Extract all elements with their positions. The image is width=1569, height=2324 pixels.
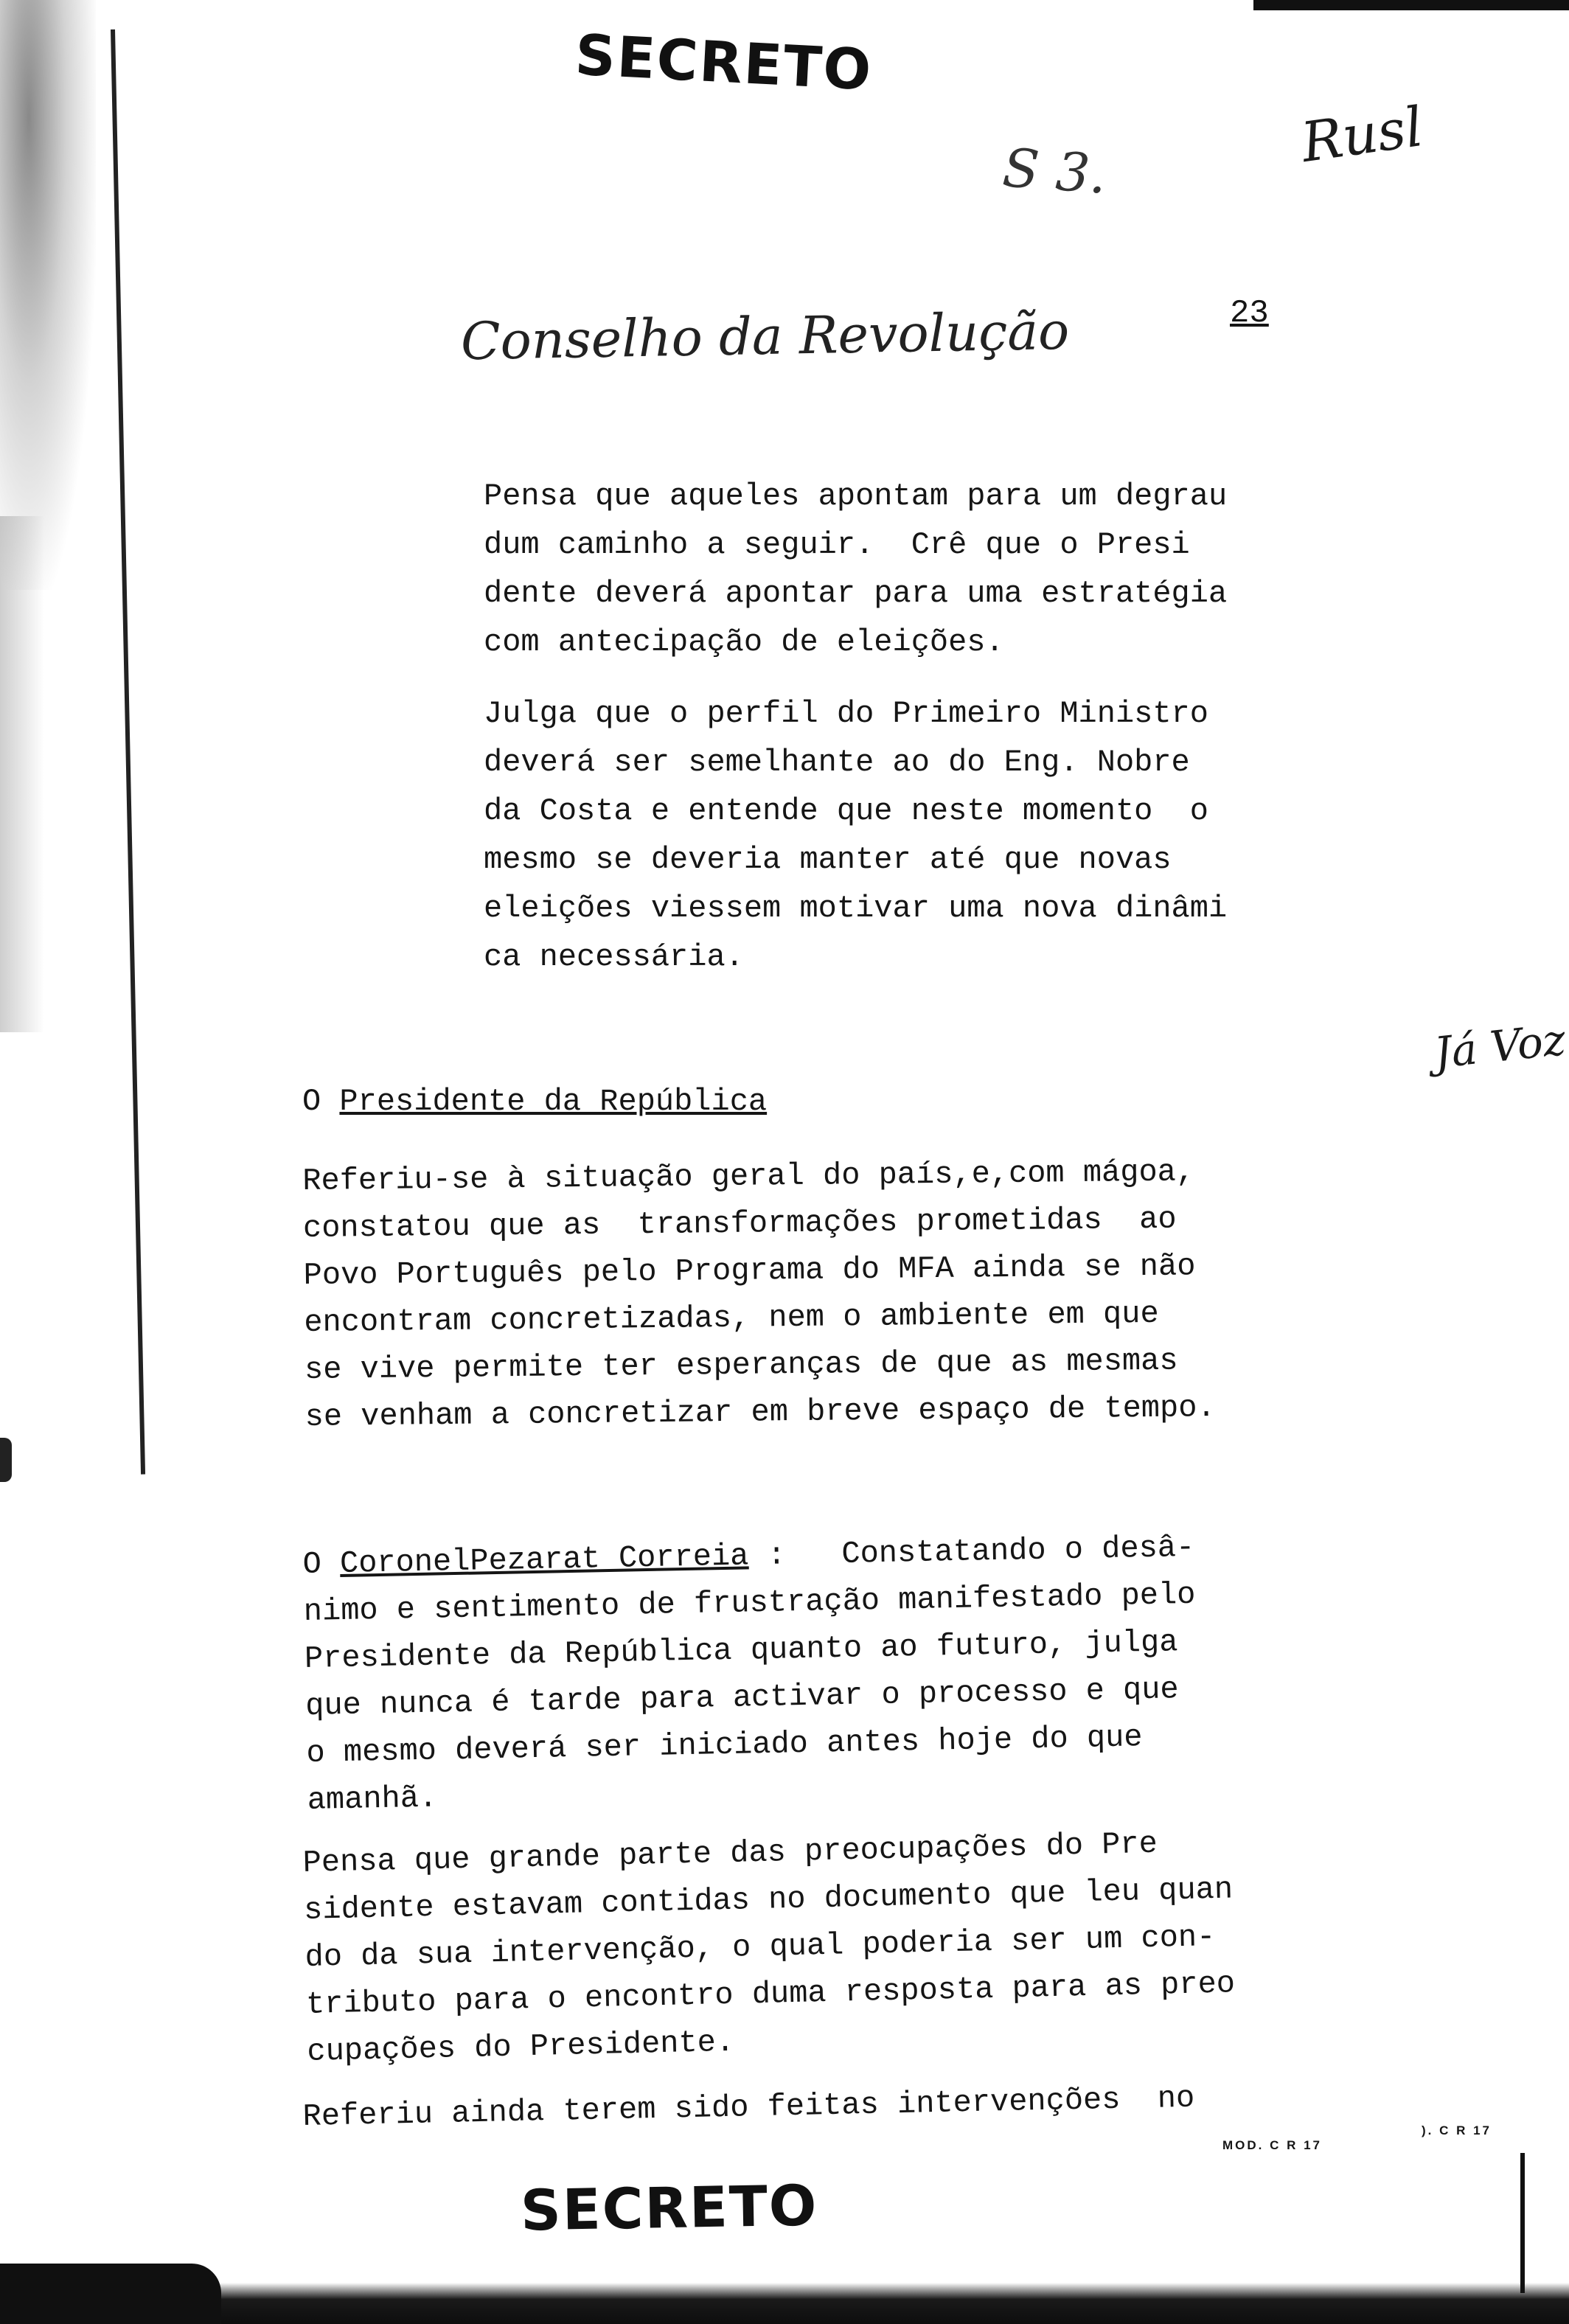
body-paragraph: Pensa que grande parte das preocupações do Pre sidente estavam contidas no documento que leu quan do da sua intervenção, o qual poderia ser um con- tributo para o encontro duma resposta para as preo cupações do Presidente. xyxy=(302,1826,1236,2070)
form-code: ). C R 17 xyxy=(1422,2123,1492,2137)
heading-speaker: Presidente da República xyxy=(339,1084,768,1119)
classification-stamp: SECRETO xyxy=(520,2172,819,2244)
handwritten-marks: S 3. xyxy=(1001,136,1109,206)
scan-mark xyxy=(1520,2153,1525,2293)
body-paragraph: Referiu-se à situação geral do país,e,com mágoa, constatou que as transformações prometidas ao Povo Português pelo Programa do MFA ainda se não encontram concretizadas, nem o ambiente em que se vive permite ter esperanças de que as mesmas se venham a concretizar em breve espaço de tempo. xyxy=(302,1154,1216,1435)
scan-border xyxy=(0,2264,221,2324)
body-paragraph: Pensa que aqueles apontam para um degrau dum caminho a seguir. Crê que o Presi dente deverá apontar para uma estratégia com antecipação de eleições. xyxy=(484,479,1228,660)
page-number: 23 xyxy=(1230,295,1269,332)
body-paragraph: Referiu ainda terem sido feitas intervenções no xyxy=(302,2080,1195,2135)
letterhead: Conselho da Revolução xyxy=(460,300,1070,372)
handwritten-initials: Rusl xyxy=(1297,94,1427,175)
classification-stamp: SECRETO xyxy=(573,21,874,103)
body-paragraph: Julga que o perfil do Primeiro Ministro deverá ser semelhante ao do Eng. Nobre da Costa e entende que neste momento o mesmo se deveria manter até que novas eleições viessem motivar uma nova dinâmi ca necessária. xyxy=(484,696,1228,975)
speaker-paragraph xyxy=(302,1524,1200,1824)
handwritten-margin-note: Já Voz xyxy=(1431,1014,1568,1079)
scan-mark xyxy=(0,1438,12,1482)
speaker-prefix: O xyxy=(302,1546,341,1582)
page-edge-line xyxy=(111,29,145,1475)
heading-prefix: O xyxy=(302,1084,340,1119)
scan-shadow xyxy=(0,516,44,1032)
speaker-name: CoronelPezarat Correia xyxy=(339,1538,749,1582)
scan-border xyxy=(0,2283,1569,2324)
speaker-text: : Constatando o desâ- nimo e sentimento de frustração manifestado pelo Presidente da República quanto ao futuro, julga que nunca é tarde para activar o processo e que o mesmo deverá ser iniciado antes hoje do que amanhã. xyxy=(303,1529,1196,1818)
scan-border xyxy=(1253,0,1569,10)
scan-shadow xyxy=(0,0,96,590)
section-heading xyxy=(302,1084,767,1119)
form-code: MOD. C R 17 xyxy=(1222,2138,1323,2152)
